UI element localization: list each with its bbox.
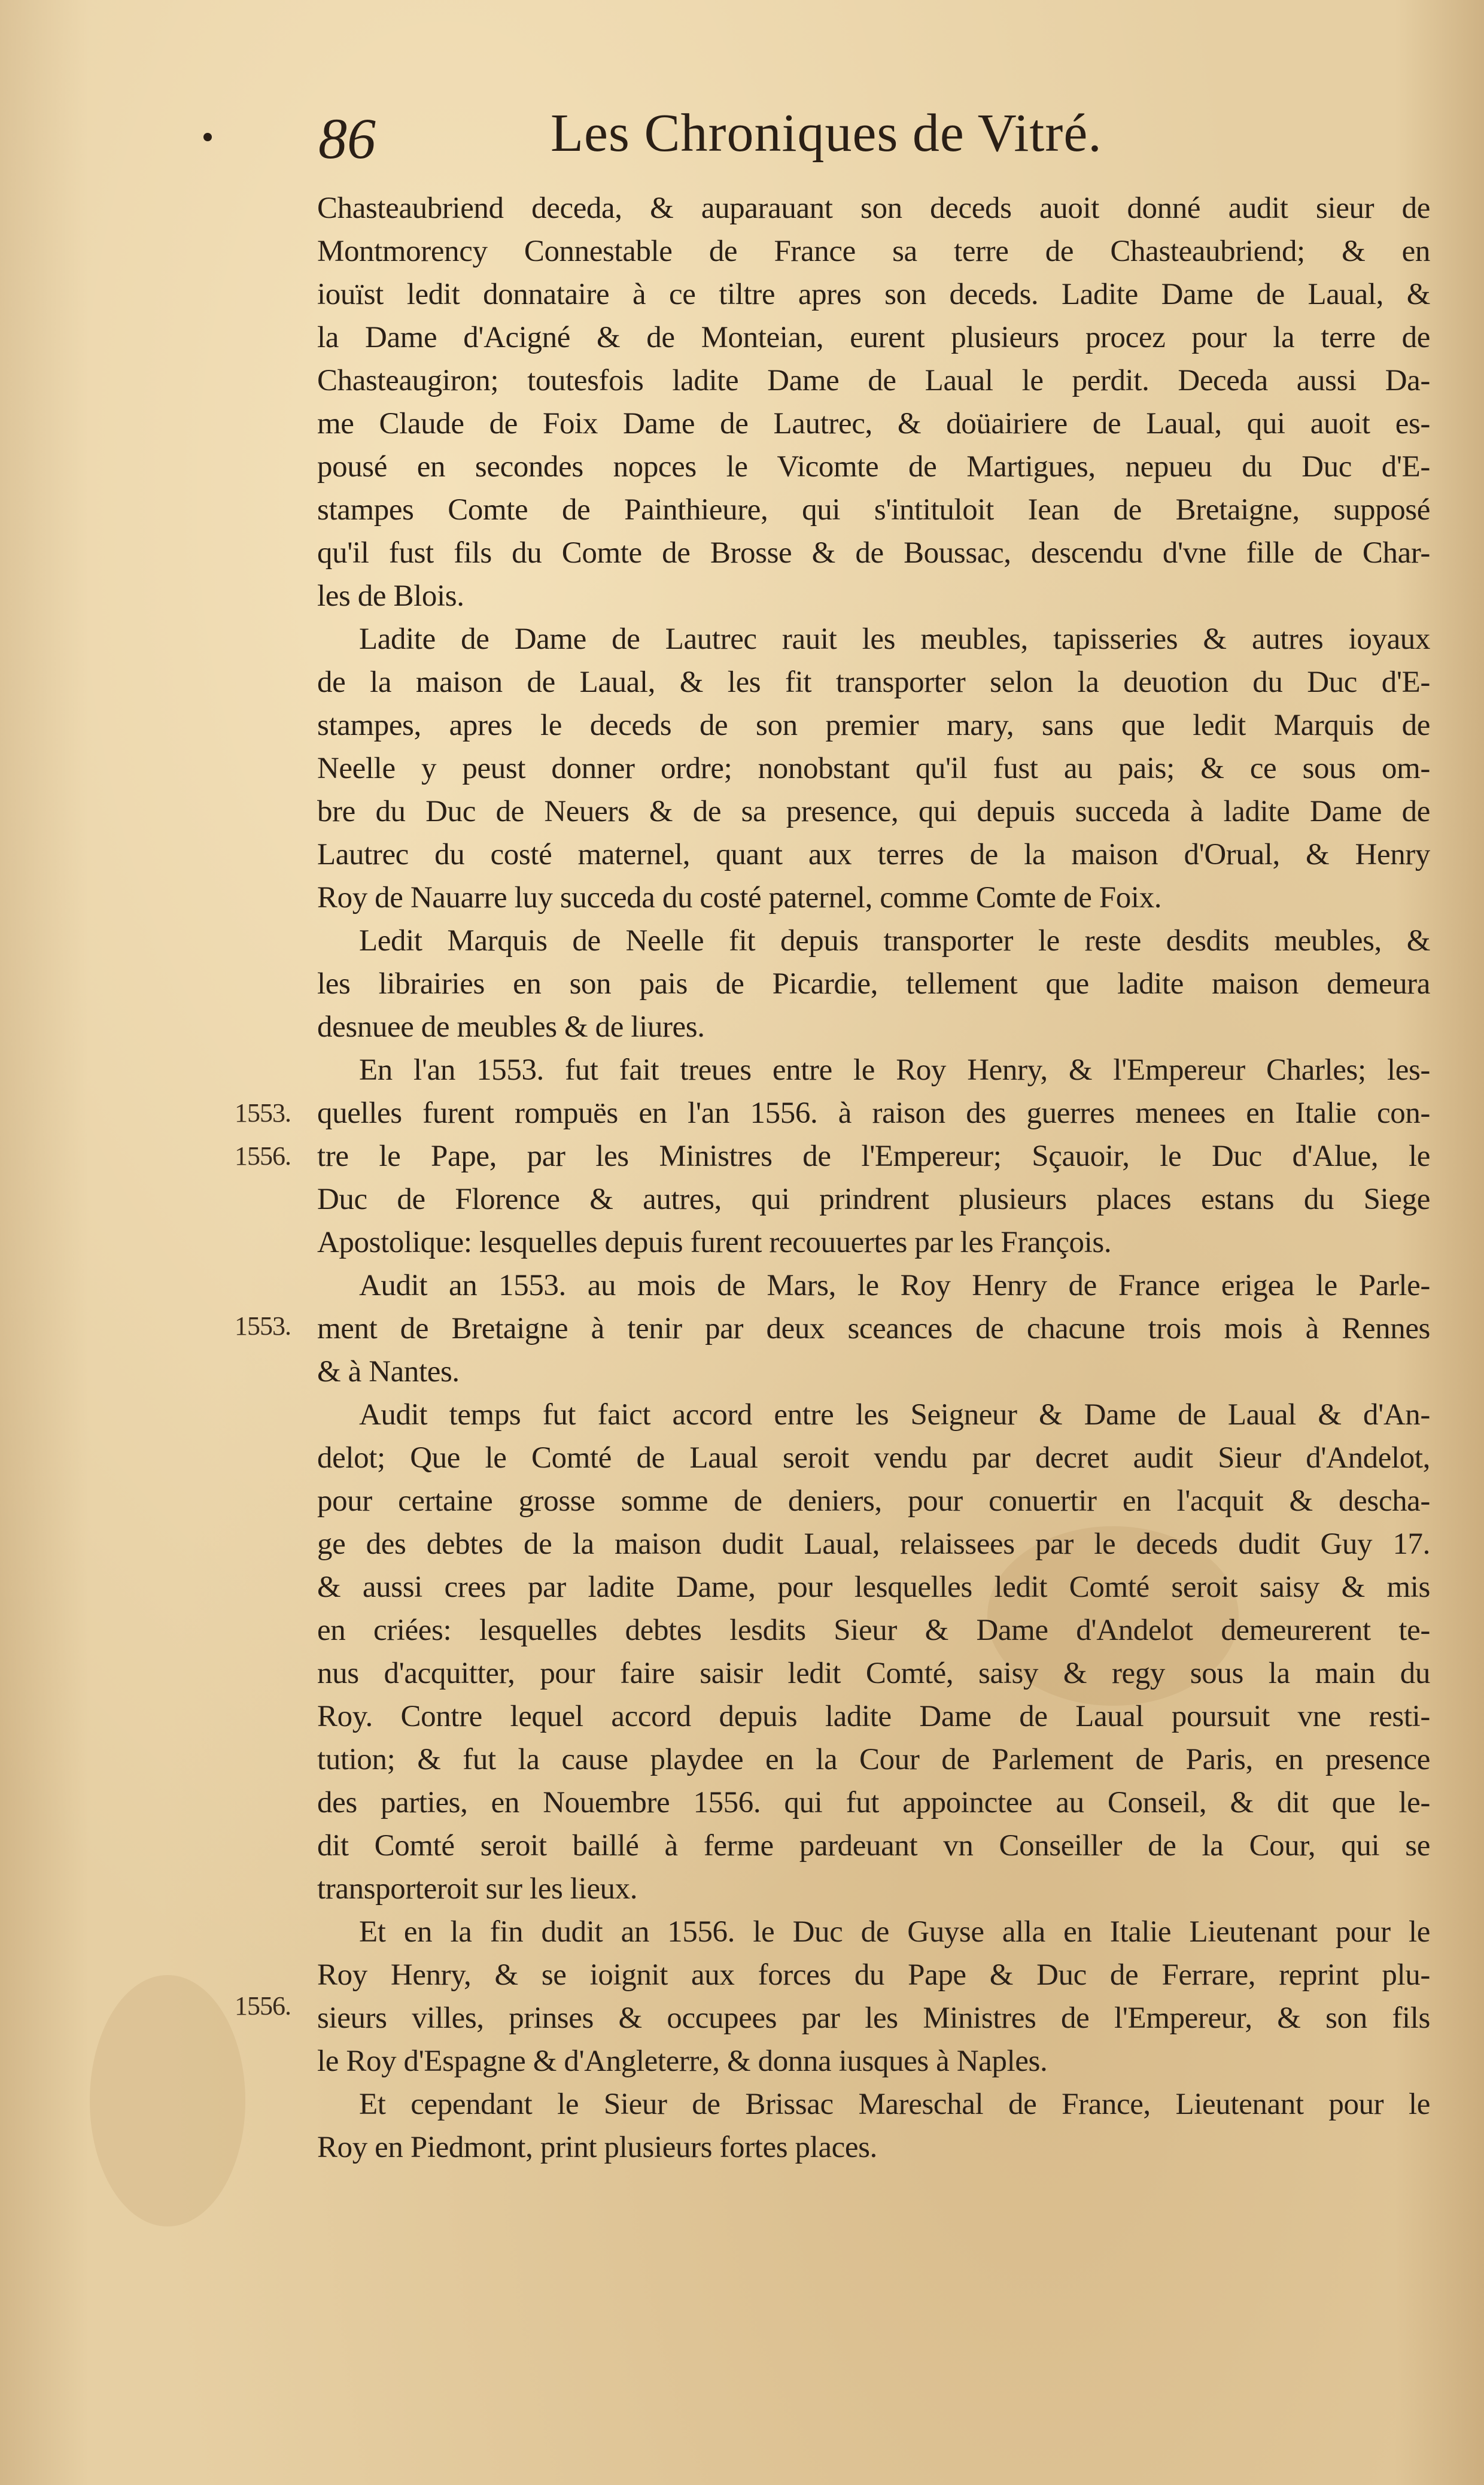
text-line: les de Blois. bbox=[317, 579, 464, 613]
text-line: iouïst ledit donnataire à ce tiltre apres son deceds. Ladite Dame de Laual, & bbox=[317, 278, 1430, 311]
running-title: Les Chroniques de Vitré. bbox=[551, 104, 1102, 163]
text-line: Roy de Nauarre luy succeda du costé paternel, comme Comte de Foix. bbox=[317, 881, 1162, 915]
text-line: les librairies en son pais de Picardie, tellement que ladite maison demeura bbox=[317, 967, 1430, 1001]
text-line: Audit temps fut faict accord entre les Seigneur & Dame de Laual & d'An- bbox=[359, 1398, 1430, 1432]
text-line: pousé en secondes nopces le Vicomte de Martigues, nepueu du Duc d'E- bbox=[317, 450, 1430, 484]
text-line: desnuee de meubles & de liures. bbox=[317, 1010, 705, 1044]
text-line: tre le Pape, par les Ministres de l'Empereur; Sçauoir, le Duc d'Alue, le bbox=[317, 1140, 1430, 1173]
text-line: & aussi crees par ladite Dame, pour lesquelles ledit Comté seroit saisy & mis bbox=[317, 1570, 1430, 1604]
text-line: le Roy d'Espagne & d'Angleterre, & donna iusques à Naples. bbox=[317, 2044, 1048, 2078]
text-line: ment de Bretaigne à tenir par deux sceances de chacune trois mois à Rennes bbox=[317, 1312, 1430, 1345]
text-line: Et cependant le Sieur de Brissac Mareschal de France, Lieutenant pour le bbox=[359, 2088, 1430, 2121]
text-line: ge des debtes de la maison dudit Laual, relaissees par le deceds dudit Guy 17. bbox=[317, 1527, 1430, 1561]
text-line: Ledit Marquis de Neelle fit depuis transporter le reste desdits meubles, & bbox=[359, 924, 1430, 958]
text-line: en criées: lesquelles debtes lesdits Sieur & Dame d'Andelot demeurerent te- bbox=[317, 1614, 1430, 1647]
text-line: transporteroit sur les lieux. bbox=[317, 1872, 638, 1906]
margin-note-year: 1553. bbox=[235, 1311, 291, 1341]
text-line: tution; & fut la cause playdee en la Cour de Parlement de Paris, en presence bbox=[317, 1743, 1430, 1776]
text-line: Montmorency Connestable de France sa terre de Chasteaubriend; & en bbox=[317, 235, 1430, 268]
text-line: Ladite de Dame de Lautrec rauit les meubles, tapisseries & autres ioyaux bbox=[359, 622, 1430, 656]
text-line: Lautrec du costé maternel, quant aux terres de la maison d'Orual, & Henry bbox=[317, 838, 1430, 871]
text-line: stampes Comte de Painthieure, qui s'intituloit Iean de Bretaigne, supposé bbox=[317, 493, 1430, 527]
text-line: des parties, en Nouembre 1556. qui fut appoinctee au Conseil, & dit que le- bbox=[317, 1786, 1430, 1819]
page-header bbox=[311, 96, 1209, 180]
text-line: Roy en Piedmont, print plusieurs fortes places. bbox=[317, 2131, 877, 2164]
margin-note-year: 1553. bbox=[235, 1098, 291, 1128]
text-line: bre du Duc de Neuers & de sa presence, qui depuis succeda à ladite Dame de bbox=[317, 795, 1430, 828]
page-number: 86 bbox=[318, 107, 376, 171]
text-line: pour certaine grosse somme de deniers, pour conuertir en l'acquit & descha- bbox=[317, 1484, 1430, 1518]
paper-stain bbox=[90, 1975, 245, 2226]
ink-mark bbox=[203, 133, 212, 141]
text-line: Chasteaubriend deceda, & auparauant son deceds auoit donné audit sieur de bbox=[317, 192, 1430, 225]
text-line: la Dame d'Acigné & de Monteian, eurent plusieurs procez pour la terre de bbox=[317, 321, 1430, 354]
text-line: Duc de Florence & autres, qui prindrent plusieurs places estans du Siege bbox=[317, 1183, 1430, 1216]
text-line: sieurs villes, prinses & occupees par les Ministres de l'Empereur, & son fils bbox=[317, 2001, 1430, 2035]
text-line: stampes, apres le deceds de son premier mary, sans que ledit Marquis de bbox=[317, 709, 1430, 742]
text-line: & à Nantes. bbox=[317, 1355, 460, 1389]
text-line: Apostolique: lesquelles depuis furent recouuertes par les François. bbox=[317, 1226, 1112, 1259]
text-line: de la maison de Laual, & les fit transporter selon la deuotion du Duc d'E- bbox=[317, 666, 1430, 699]
text-line: Audit an 1553. au mois de Mars, le Roy Henry de France erigea le Parle- bbox=[359, 1269, 1430, 1302]
text-line: qu'il fust fils du Comte de Brosse & de Boussac, descendu d'vne fille de Char- bbox=[317, 536, 1430, 570]
margin-note-year: 1556. bbox=[235, 1141, 291, 1171]
text-line: delot; Que le Comté de Laual seroit vendu par decret audit Sieur d'Andelot, bbox=[317, 1441, 1430, 1475]
body-text bbox=[317, 187, 1430, 2169]
text-line: En l'an 1553. fut fait treues entre le Roy Henry, & l'Empereur Charles; les- bbox=[359, 1053, 1430, 1087]
text-line: me Claude de Foix Dame de Lautrec, & doüairiere de Laual, qui auoit es- bbox=[317, 407, 1430, 441]
margin-note-year: 1556. bbox=[235, 1991, 291, 2021]
text-line: dit Comté seroit baillé à ferme pardeuant vn Conseiller de la Cour, qui se bbox=[317, 1829, 1430, 1863]
text-line: Et en la fin dudit an 1556. le Duc de Guyse alla en Italie Lieutenant pour le bbox=[359, 1915, 1430, 1949]
text-line: Chasteaugiron; toutesfois ladite Dame de Laual le perdit. Deceda aussi Da- bbox=[317, 364, 1430, 397]
text-line: Neelle y peust donner ordre; nonobstant qu'il fust au pais; & ce sous om- bbox=[317, 752, 1430, 785]
text-line: Roy. Contre lequel accord depuis ladite Dame de Laual poursuit vne resti- bbox=[317, 1700, 1430, 1733]
text-line: Roy Henry, & se ioignit aux forces du Pape & Duc de Ferrare, reprint plu- bbox=[317, 1958, 1430, 1992]
text-line: nus d'acquitter, pour faire saisir ledit Comté, saisy & regy sous la main du bbox=[317, 1657, 1430, 1690]
text-line: quelles furent rompuës en l'an 1556. à raison des guerres menees en Italie con- bbox=[317, 1096, 1430, 1130]
